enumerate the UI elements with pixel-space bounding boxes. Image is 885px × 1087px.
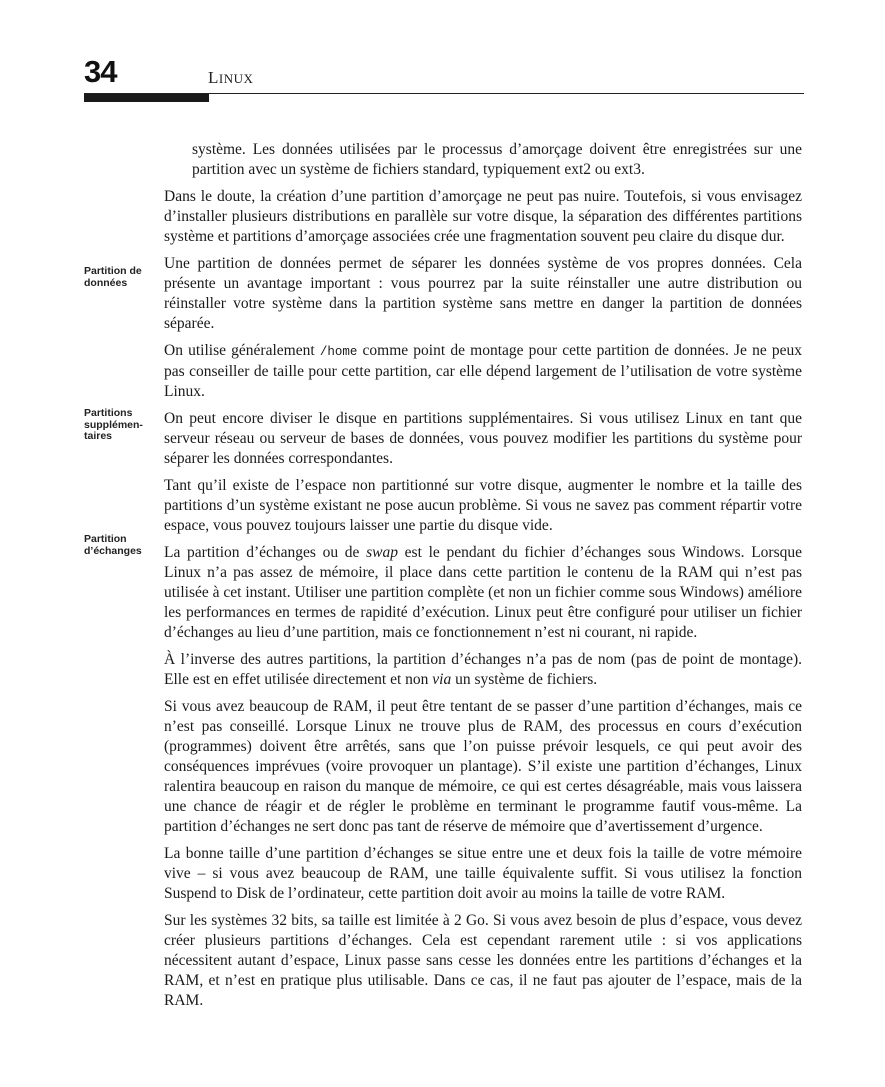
paragraph-32-bits: Sur les systèmes 32 bits, sa taille est limitée à 2 Go. Si vous avez besoin de plus d’espace, vous devez créer plusieurs partitions d’échanges. Cela est cependant rarement utile : si vos applications nécessitent autant d’espace, Linux passe sans cesse les données entre les partitions d’échanges et la RAM, et n’est en pratique plus utilisable. Dans ce cas, il ne faut pas ajouter de l’espace, mais de la RAM. [164, 912, 802, 1009]
paragraph-swap [164, 543, 802, 643]
paragraph-partition-donnees: Une partition de données permet de séparer les données système de vos propres données. Cela présente un avantage important : vous pourrez par la suite réinstaller une autre distribution ou réinstaller votre système dans la partition système sans mettre en danger la partition de données séparée. [164, 255, 802, 332]
page-number: 34 [84, 54, 117, 89]
paragraph-bonne-taille: La bonne taille d’une partition d’échanges se situe entre une et deux fois la taille de votre mémoire vive – si vous avez beaucoup de RAM, une taille équivalente suffit. Si vous utilisez la fonction Suspend to Disk de l’ordinateur, cette partition doit avoir au moins la taille de votre RAM. [164, 845, 802, 902]
running-head-small-caps: INUX [218, 71, 254, 86]
text-run: est le pendant du fichier d’échanges sous Windows. Lorsque Linux n’a pas assez de mémoire, il place dans cette partition le contenu de la RAM qui n’est pas utilisée à cet instant. Utiliser une partition complète (et non un fichier comme sous Windows) améliore les performances en termes de rapidité d’exécution. Linux peut être configuré pour utiliser un fichier d’échanges au lieu d’une partition, mais ce fonctionnement n’est ni courant, ni rapide. [164, 544, 802, 641]
text-run: On utilise généralement [164, 342, 320, 359]
text-run: un système de fichiers. [451, 671, 598, 688]
code-home-path: /home [319, 345, 358, 359]
paragraph-espace-non-partitionne: Tant qu’il existe de l’espace non partitionné sur votre disque, augmenter le nombre et la taille des partitions d’un système existant ne pose aucun problème. Si vous ne savez pas comment répartir votre espace, vous pouvez toujours laisser une partie du disque vide. [164, 477, 802, 534]
italic-swap: swap [366, 544, 398, 561]
margin-note-partition-echanges: Partition d’échanges [84, 533, 142, 557]
paragraph-continued: système. Les données utilisées par le processus d’amorçage doivent être enregistrées sur une partition avec un système de fichiers standard, typiquement ext2 ou ext3. [192, 141, 802, 178]
paragraph-beaucoup-de-ram: Si vous avez beaucoup de RAM, il peut être tentant de se passer d’une partition d’échanges, mais ce n’est pas conseillé. Lorsque Linux ne trouve plus de RAM, des processus en cours d’exécution (programmes) doivent être arrêtés, sans que l’on puisse prévoir lesquels, ce qui peut avoir des conséquences imprévues (voire provoquer un plantage). S’il existe une partition d’échanges, Linux ralentira beaucoup en raison du manque de mémoire, ce qui est certes désagréable, mais vous laissera une chance de réagir et de régler le problème en terminant le programme fautif vous-même. La partition d’échanges ne sert donc pas tant de réserve de mémoire que d’avertissement d’urgence. [164, 698, 802, 835]
running-head [208, 68, 253, 88]
text-run: À l’inverse des autres partitions, la partition d’échanges n’a pas de nom (pas de point de montage). Elle est en effet utilisée directement et non [164, 651, 802, 688]
margin-note-partitions-supplementaires: Partitions supplémen-taires [84, 407, 143, 442]
paragraph-partitions-supplementaires: On peut encore diviser le disque en partitions supplémentaires. Si vous utilisez Linux en tant que serveur réseau ou serveur de bases de données, vous pouvez modifier les partitions du système pour séparer les données correspondantes. [164, 410, 802, 467]
margin-note-partition-donnees: Partition de données [84, 265, 142, 289]
paragraph-amorcage: Dans le doute, la création d’une partition d’amorçage ne peut pas nuire. Toutefois, si vous envisagez d’installer plusieurs distributions en parallèle sur votre disque, la séparation des différentes partitions système et partitions d’amorçage associées crée une fragmentation souvent peu claire du disque dur. [164, 188, 802, 245]
paragraph-sans-nom [164, 650, 802, 690]
text-run: La partition d’échanges ou de [164, 544, 367, 561]
paragraph-home [164, 341, 802, 402]
italic-via: via [432, 671, 452, 688]
page-header [84, 54, 804, 104]
text-run: comme point de montage pour cette partition de données. Je ne peux pas conseiller de taille pour cette partition, car elle dépend largement de l’utilisation de votre système Linux. [164, 342, 803, 400]
header-rule-bar [84, 94, 209, 102]
body-text [164, 140, 802, 1018]
running-head-initial: L [208, 68, 219, 87]
